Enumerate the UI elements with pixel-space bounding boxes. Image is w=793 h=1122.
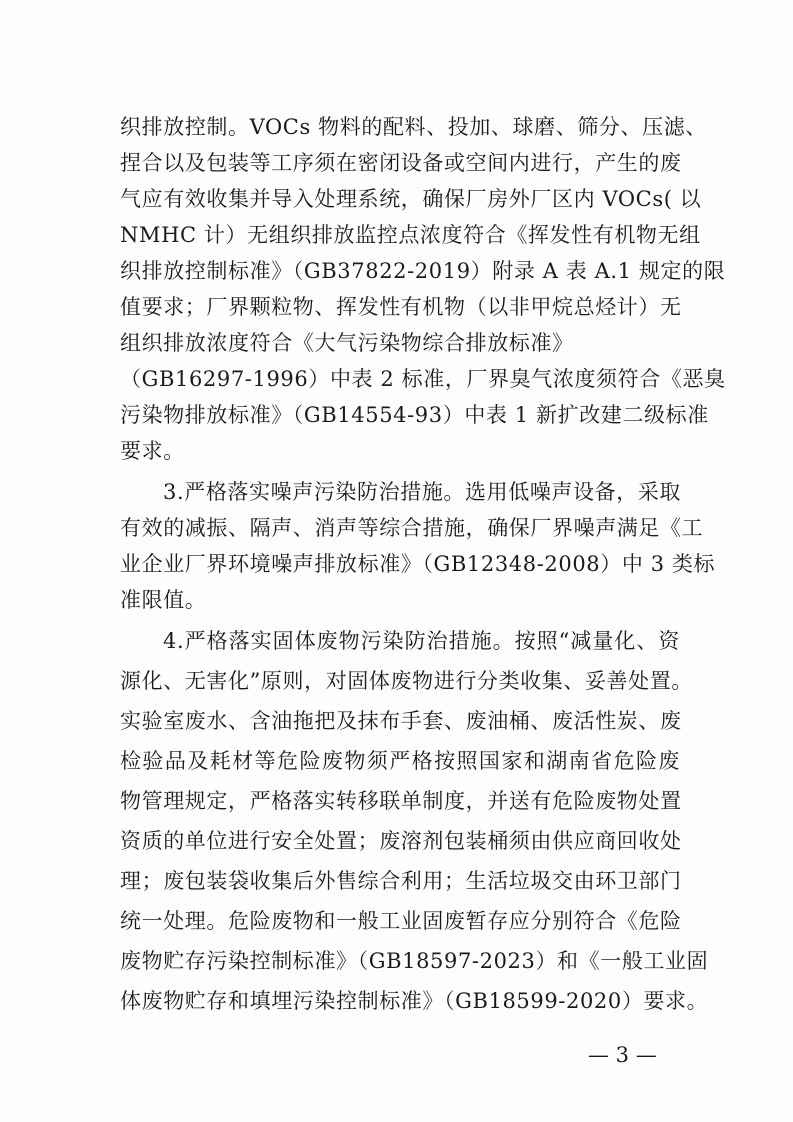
text-line: NMHC 计）无组织排放监控点浓度符合《挥发性有机物无组 [120,223,701,247]
text-line: 物管理规定，严格落实转移联单制度，并送有危险废物处置 [120,789,682,813]
text-line: 要求。 [120,439,185,463]
text-line: 织排放控制。VOCs 物料的配料、投加、球磨、筛分、压滤、 [120,115,707,139]
paragraph-3-first-line: 3.严格落实噪声污染防治措施。选用低噪声设备，采取 [163,480,682,504]
text-line: 准限值。 [120,588,207,612]
text-line: 气应有效收集并导入处理系统，确保厂房外厂区内 VOCs( 以 [120,187,702,211]
text-line: 资质的单位进行安全处置；废溶剂包装桶须由供应商回收处 [120,829,682,853]
text-line: 理；废包装袋收集后外售综合利用；生活垃圾交由环卫部门 [120,869,682,893]
text-line: 组织排放浓度符合《大气污染物综合排放标准》 [120,331,574,355]
text-line: 值要求；厂界颗粒物、挥发性有机物（以非甲烷总烃计）无 [120,295,682,319]
text-line: 体废物贮存和填埋污染控制标准》（GB18599-2020）要求。 [120,989,709,1013]
paragraph-4-first-line: 4.严格落实固体废物污染防治措施。按照“减量化、资 [163,629,680,653]
text-line: （GB16297-1996）中表 2 标准，厂界臭气浓度须符合《恶臭 [120,367,726,391]
text-line: 统一处理。危险废物和一般工业固废暂存应分别符合《危险 [120,909,682,933]
text-line: 实验室废水、含油拖把及抹布手套、废油桶、废活性炭、废 [120,709,682,733]
text-line: 源化、无害化”原则，对固体废物进行分类收集、妥善处置。 [120,669,693,693]
text-line: 业企业厂界环境噪声排放标准》（GB12348-2008）中 3 类标 [120,552,716,576]
text-line: 有效的减振、隔声、消声等综合措施，确保厂界噪声满足《工 [120,516,704,540]
text-line: 污染物排放标准》（GB14554-93）中表 1 新扩改建二级标准 [120,403,709,427]
text-line: 捏合以及包装等工序须在密闭设备或空间内进行，产生的废 [120,151,682,175]
text-line: 废物贮存污染控制标准》（GB18597-2023）和《一般工业固 [120,949,709,973]
text-line: 检验品及耗材等危险废物须严格按照国家和湖南省危险废 [120,749,680,773]
page-number: — 3 — [588,1043,657,1067]
text-line: 织排放控制标准》（GB37822-2019）附录 A 表 A.1 规定的限 [120,259,726,283]
